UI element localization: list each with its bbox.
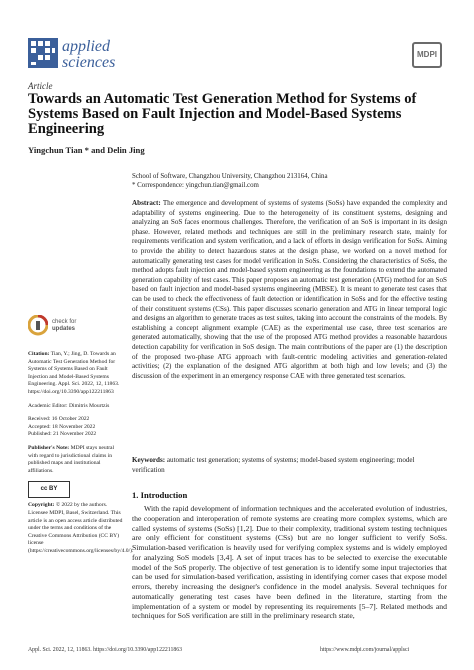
- footer-citation[interactable]: Appl. Sci. 2022, 12, 11863. https://doi.org/10.3390/app122211863: [28, 647, 183, 653]
- citation-text: Tian, Y.; Jing, D. Towards an Automatic Test Generation Method for Systems of Systems Based on Fault Injection and Model-Based Systems Engineering. Appl. Sci. 2022, 12, 11863. https://doi.org/10.3390/app122211863: [28, 351, 120, 395]
- abstract: [132, 199, 447, 381]
- check-updates-line2: updates: [52, 326, 76, 332]
- abstract-text: The emergence and development of systems of systems (SoSs) have expanded the complexity and adaptability of systems engineering. Due to the heterogeneity of its constituent systems, designing and analyzing an SoS faces enormous challenges. Therefore, the verification of an SoS is important in its design phase. However, related methods and techniques are still in the preliminary research state, mainly for requirements verification and system verification, and a lack of efforts in design verification for SoSs. Aiming to provide the ability to detect hazardous states at the design phase, we worked on a novel method for automatically generating test cases for model verification in SoSs. Considering the characteristics of SoSs, the method adopts fault injection and model-based system engineering as the foundations to extend the automated generation capability of test cases. This paper proposes an automatic test generation (ATG) method for an SoS based on fault injection and model-based systems engineering (MBSE). It is meant to generate test cases that can be used to check the effectiveness of fault detection or identification in SoSs and for the effective testing of their constituent systems (CSs). This paper discusses scenario generation and ATG in linear temporal logic and designs an algorithm to generate traces as test suites, taking into account the constraints of the models. By establishing a concept alignment example (CAE) as the experimental use case, three test scenarios are generated automatically, showing that the use of the proposed ATG method provides a reasonable hazardous detection capability for verification in SoS design. The main contributions of the paper are (1) the description of the proposed two-phase ATG approach with fault-centric modeling activities and generation-related activities; (2) the explanation of the designed ATG algorithm at both high and low levels; and (3) the discussion of the experiment in an emergency response CAE with three generated test scenarios.: [132, 199, 447, 380]
- journal-name: [62, 39, 115, 71]
- article-title: Towards an Automatic Test Generation Method for Systems of Systems Based on Fault Injection and Model-Based Systems Engineering: [28, 91, 417, 137]
- dates-block: [28, 416, 124, 439]
- publisher-note: [28, 445, 124, 475]
- footer-journal-url[interactable]: https://www.mdpi.com/journal/applsci: [320, 647, 410, 653]
- article-type: Article: [28, 81, 53, 91]
- check-updates-icon: [28, 315, 48, 337]
- received-date: Received: 16 October 2022: [28, 416, 90, 423]
- correspondence: * Correspondence: yingchun.tian@gmail.com: [132, 182, 259, 190]
- mdpi-logo-text: MDPI: [417, 50, 437, 59]
- keywords-text: automatic test generation; systems of systems; model-based system engineering; model verification: [132, 456, 415, 474]
- accepted-date: Accepted: 18 November 2022: [28, 423, 96, 430]
- copyright-text: © 2022 by the authors. Licensee MDPI, Basel, Switzerland. This article is an open access article distributed under the terms and conditions of the Creative Commons Attribution (CC BY) license (https://creativecommons.org/licenses/by/4.0/).: [28, 502, 134, 554]
- affiliation: School of Software, Changzhou University, Changzhou 213164, China: [132, 173, 328, 180]
- abstract-label: Abstract:: [132, 199, 161, 207]
- copyright-block: [28, 502, 134, 555]
- cc-by-license-icon[interactable]: cc BY: [28, 481, 70, 498]
- article-authors: Yingchun Tian * and Delin Jing: [28, 145, 145, 155]
- mdpi-logo[interactable]: [412, 42, 442, 68]
- citation-label: Citation:: [28, 351, 50, 357]
- sidebar: [28, 351, 134, 561]
- check-for-updates-button[interactable]: [28, 311, 98, 341]
- introduction-body: With the rapid development of information techniques and the accelerated evolution of industries, the cooperation and interoperation of remote systems are creating more complex systems, which are called systems of systems (SoSs) [1,2]. Due to their complexity, traditional system testing techniques are only efficient for constituent systems (CSs) but are no longer sufficient to verify SoSs. Simulation-based verification is heavily used for verifying complex systems and is widely employed for analyzing SoS models [3,4]. A set of input traces has to be selected to exercise the executable model of the SoS properly. The objective of test generation is to identify some input trajectories that can be used for simulation-based verification, assisting in identifying corner cases that expose model errors, thereby increasing the designer's confidence in the model analysis. Several techniques for automatically generating test cases have been defined in the literature, starting from the implementation of a system or model by representing its requirements [5–7]. Related methods and techniques for SoS verification are still in the preliminary research state,: [132, 504, 447, 621]
- affiliation-block: [132, 172, 447, 190]
- published-date: Published: 21 November 2022: [28, 431, 97, 438]
- citation-block: [28, 351, 124, 397]
- keywords-label: Keywords:: [132, 456, 166, 464]
- journal-name-line1: applied: [62, 38, 110, 55]
- publisher-note-label: Publisher's Note:: [28, 444, 70, 451]
- keywords: [132, 456, 447, 475]
- editor: Academic Editor: Dimitris Mourtzis: [28, 402, 110, 409]
- section-heading-introduction: 1. Introduction: [132, 490, 188, 500]
- journal-logo-icon: [28, 38, 58, 68]
- journal-name-line2: sciences: [62, 54, 116, 71]
- publisher-note-text: MDPI stays neutral with regard to jurisdictional claims in published maps and institutional affiliations.: [28, 444, 115, 474]
- copyright-label: Copyright:: [28, 502, 55, 509]
- check-updates-line1: check for: [52, 319, 77, 325]
